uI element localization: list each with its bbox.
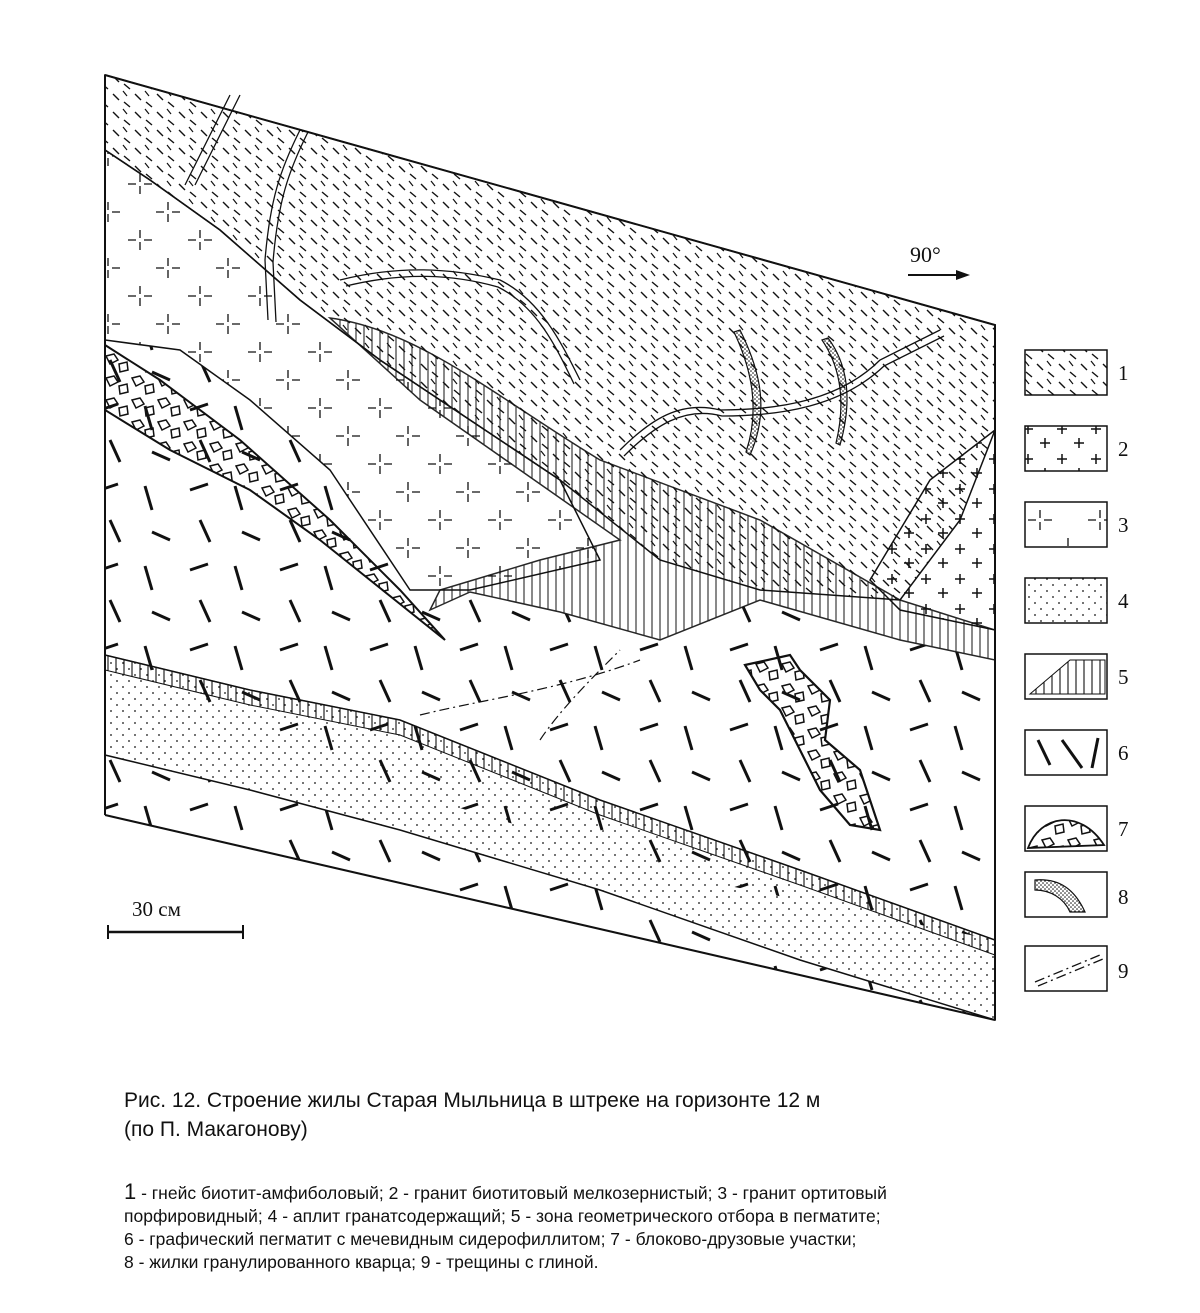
- legend-item-3: [1025, 502, 1129, 547]
- caption-title: Рис. 12. Строение жилы Старая Мыльница в штреке на горизонте 12 м: [124, 1089, 821, 1112]
- legend-item-7: [1025, 806, 1129, 851]
- legend-line-4: 8 - жилки гранулированного кварца; 9 - трещины с глиной.: [124, 1252, 599, 1272]
- svg-text:6: 6: [1118, 741, 1129, 765]
- legend-item-5: [1025, 654, 1129, 699]
- legend-explanation: [124, 1180, 1164, 1274]
- legend-item-9: [1025, 946, 1129, 991]
- svg-text:9: 9: [1118, 959, 1129, 983]
- legend-item-2: [1025, 426, 1129, 471]
- svg-text:5: 5: [1118, 665, 1129, 689]
- scale-label: 30 см: [132, 897, 181, 921]
- figure-caption: [124, 1086, 1124, 1144]
- legend-item-8: [1025, 872, 1129, 917]
- legend-line-2: порфировидный; 4 - аплит гранатсодержащий; 5 - зона геометрического отбора в пегматите;: [124, 1206, 881, 1226]
- orientation-arrow: [908, 242, 970, 280]
- legend-item-4: [1025, 578, 1129, 623]
- legend: [1025, 350, 1129, 991]
- svg-text:8: 8: [1118, 885, 1129, 909]
- svg-text:1: 1: [1118, 361, 1129, 385]
- svg-text:3: 3: [1118, 513, 1129, 537]
- orientation-label: 90°: [910, 242, 941, 267]
- scale-bar: [108, 897, 243, 939]
- legend-item-6: [1025, 730, 1129, 775]
- legend-line-1: 1 - гнейс биотит-амфиболовый; 2 - гранит биотитовый мелкозернистый; 3 - гранит ортитовый: [124, 1179, 887, 1204]
- svg-text:2: 2: [1118, 437, 1129, 461]
- legend-item-1: [1025, 350, 1129, 395]
- legend-line-3: 6 - графический пегматит с мечевидным сидерофиллитом; 7 - блоково-друзовые участки;: [124, 1229, 857, 1249]
- svg-text:4: 4: [1118, 589, 1129, 613]
- svg-text:7: 7: [1118, 817, 1129, 841]
- caption-author: (по П. Макагонову): [124, 1118, 308, 1141]
